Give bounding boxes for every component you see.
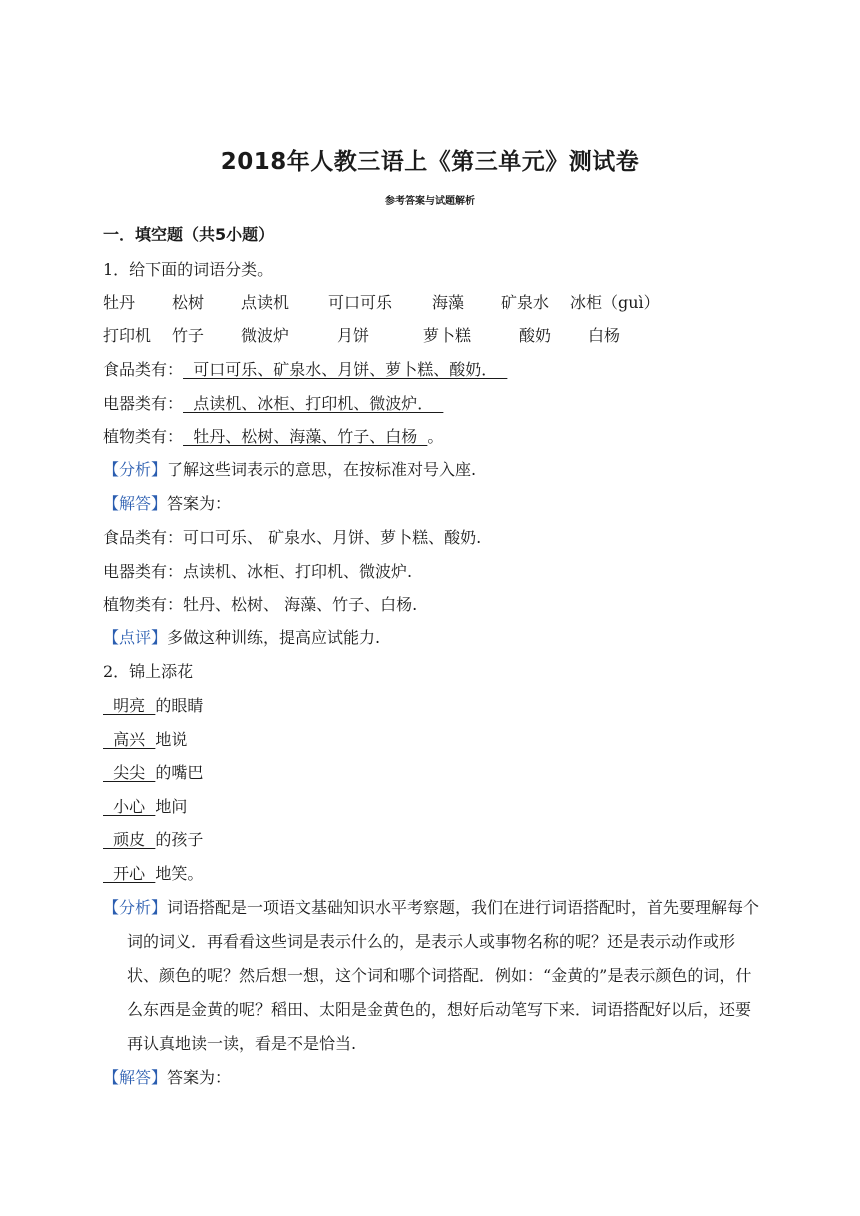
answer-text: 答案为： (167, 1068, 232, 1087)
analysis-tag: 【分析】 (103, 898, 168, 917)
word: 可口可乐 (328, 293, 393, 312)
q1-food-line (103, 360, 507, 380)
q2-rest: 地笑。 (155, 864, 204, 883)
q1-appliance-final: 电器类有：点读机、冰柜、打印机、微波炉. (103, 562, 413, 581)
q2-rest: 的嘴巴 (155, 763, 204, 782)
q2-item (103, 696, 203, 716)
plant-label: 植物类有： (103, 427, 184, 446)
answer-tag: 【解答】 (103, 1068, 168, 1087)
q2-item (103, 830, 203, 850)
analysis-tag: 【分析】 (103, 460, 168, 479)
word: 月饼 (337, 326, 370, 345)
q1-word-row-1 (103, 293, 763, 315)
comment-tag: 【点评】 (103, 628, 168, 647)
analysis-text: 了解这些词表示的意思，在按标准对号入座. (167, 460, 477, 479)
q1-comment (103, 628, 380, 648)
q1-plant-line (103, 427, 443, 447)
page-subtitle: 参考答案与试题解析 (385, 196, 475, 207)
word: 牡丹 (103, 293, 136, 312)
section-heading: 一．填空题（共5小题） (103, 225, 275, 244)
word: 竹子 (172, 326, 205, 345)
q2-fill: 顽皮 (103, 830, 156, 849)
appliance-label: 电器类有： (103, 394, 184, 413)
q2-item (103, 730, 187, 750)
answer-text: 答案为： (167, 494, 232, 513)
q2-rest: 的眼睛 (155, 696, 204, 715)
word: 萝卜糕 (423, 326, 472, 345)
word: 海藻 (432, 293, 465, 312)
plant-answer: 牡丹、松树、海藻、竹子、白杨 (183, 427, 428, 446)
q2-item (103, 797, 187, 817)
word: 白杨 (588, 326, 621, 345)
word: 松树 (172, 293, 205, 312)
q2-fill: 开心 (103, 864, 156, 883)
appliance-answer: 点读机、冰柜、打印机、微波炉． (183, 394, 444, 413)
q2-item (103, 763, 203, 783)
q1-plant-final: 植物类有：牡丹、松树、 海藻、竹子、白杨. (103, 595, 418, 614)
answer-tag: 【解答】 (103, 494, 168, 513)
q2-rest: 地问 (155, 797, 188, 816)
q1-word-row-2 (103, 326, 763, 348)
word: 点读机 (241, 293, 290, 312)
q2-rest: 的孩子 (155, 830, 204, 849)
q1-appliance-line (103, 394, 443, 414)
food-label: 食品类有： (103, 360, 184, 379)
word: 打印机 (103, 326, 152, 345)
page-title: 2018年人教三语上《第三单元》测试卷 (220, 149, 640, 175)
food-answer: 可口可乐、矿泉水、月饼、萝卜糕、酸奶． (183, 360, 508, 379)
q2-fill: 尖尖 (103, 763, 156, 782)
q2-fill: 小心 (103, 797, 156, 816)
q2-fill: 明亮 (103, 696, 156, 715)
q2-fill: 高兴 (103, 730, 156, 749)
q1-analysis (103, 460, 476, 480)
q2-analysis (103, 891, 763, 1061)
analysis-text: 词语搭配是一项语文基础知识水平考察题，我们在进行词语搭配时，首先要理解每个词的词义．再看看这些词是表示什么的，是表示人或事物名称的呢？还是表示动作或形状、颜色的呢？然后想一想，这个词和哪个词搭配．例如：“金黄的”是表示颜色的词，什么东西是金黄的呢？稻田、太阳是金黄色的，想好后动笔写下来．词语搭配好以后，还要再认真地读一读，看是不是恰当. (127, 898, 760, 1053)
q2-item (103, 864, 203, 884)
q2-answer (103, 1068, 231, 1088)
word: 冰柜（guì） (570, 293, 660, 312)
word: 酸奶 (519, 326, 552, 345)
comment-text: 多做这种训练，提高应试能力. (167, 628, 381, 647)
q2-rest: 地说 (155, 730, 188, 749)
q1-stem: 1．给下面的词语分类。 (103, 260, 274, 279)
plant-end: 。 (427, 427, 444, 446)
q2-stem: 2．锦上添花 (103, 662, 194, 681)
q1-food-final: 食品类有：可口可乐、 矿泉水、月饼、萝卜糕、酸奶. (103, 528, 482, 547)
q1-answer (103, 494, 231, 514)
word: 微波炉 (241, 326, 290, 345)
word: 矿泉水 (501, 293, 550, 312)
